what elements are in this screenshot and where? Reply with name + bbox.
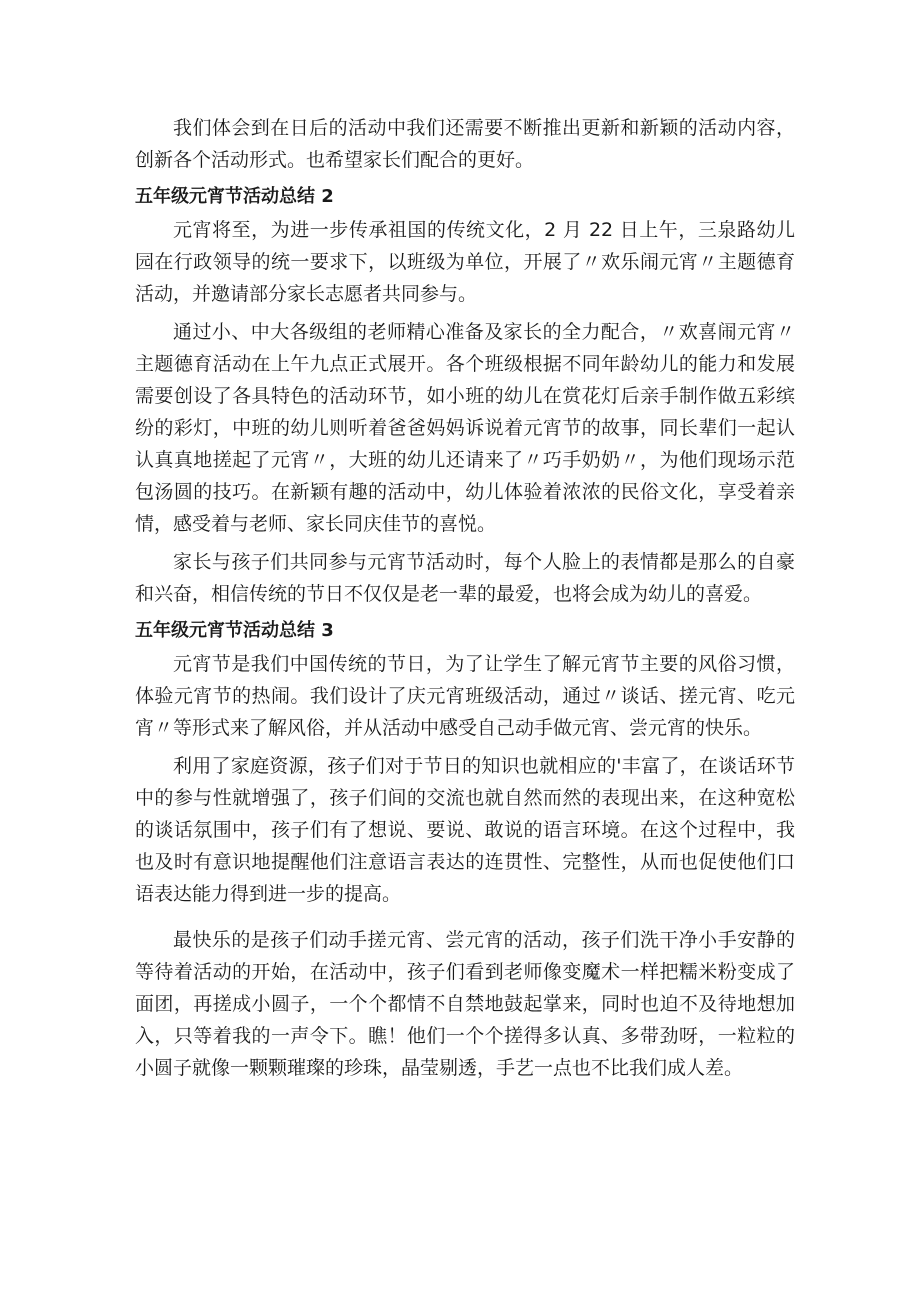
document-page xyxy=(135,112,795,1090)
section-3-paragraph-2: 利用了家庭资源，孩子们对于节日的知识也就相应的'丰富了，在谈话环节中的参与性就增强了，孩子们间的交流也就自然而然的表现出来，在这种宽松的谈话氛围中，孩子们有了想说、要说、敢说的语言环境。在这个过程中，我也及时有意识地提醒他们注意语言表达的连贯性、完整性，从而也促使他们口语表达能力得到进一步的提高。 xyxy=(135,755,795,905)
section-3-paragraph-3: 最快乐的是孩子们动手搓元宵、尝元宵的活动，孩子们洗干净小手安静的等待着活动的开始，在活动中，孩子们看到老师像变魔术一样把糯米粉变成了面团，再搓成小圆子，一个个都情不自禁地鼓起掌来，同时也迫不及待地想加入，只等着我的一声令下。瞧！他们一个个搓得多认真、多带劲呀，一粒粒的小圆子就像一颗颗璀璨的珍珠，晶莹剔透，手艺一点也不比我们成人差。 xyxy=(135,929,795,1079)
section-2-paragraph-3: 家长与孩子们共同参与元宵节活动时，每个人脸上的表情都是那么的自豪和兴奋，相信传统的节日不仅仅是老一辈的最爱，也将会成为幼儿的喜爱。 xyxy=(135,551,795,605)
section-2-paragraph-2: 通过小、中大各级组的老师精心准备及家长的全力配合，〃欢喜闹元宵〃主题德育活动在上午九点正式展开。各个班级根据不同年龄幼儿的能力和发展需要创设了各具特色的活动环节，如小班的幼儿在赏花灯后亲手制作做五彩缤纷的彩灯，中班的幼儿则听着爸爸妈妈诉说着元宵节的故事，同长辈们一起认认真真地搓起了元宵〃，大班的幼儿还请来了〃巧手奶奶〃，为他们现场示范包汤圆的技巧。在新颖有趣的活动中，幼儿体验着浓浓的民俗文化，享受着亲情，感受着与老师、家长同庆佳节的喜悦。 xyxy=(135,321,795,535)
section-3-paragraph-1: 元宵节是我们中国传统的节日，为了让学生了解元宵节主要的风俗习惯，体验元宵节的热闹。我们设计了庆元宵班级活动，通过〃谈话、搓元宵、吃元宵〃等形式来了解风俗，并从活动中感受自己动手做元宵、尝元宵的快乐。 xyxy=(135,653,795,739)
section-heading-2: 五年级元宵节活动总结 2 xyxy=(135,186,334,207)
intro-paragraph: 我们体会到在日后的活动中我们还需要不断推出更新和新颖的活动内容，创新各个活动形式。也希望家长们配合的更好。 xyxy=(135,117,795,171)
section-2-paragraph-1: 元宵将至，为进一步传承祖国的传统文化，2 月 22 日上午，三泉路幼儿园在行政领导的统一要求下，以班级为单位，开展了〃欢乐闹元宵〃主题德育活动，并邀请部分家长志愿者共同参与。 xyxy=(135,219,795,305)
section-heading-3: 五年级元宵节活动总结 3 xyxy=(135,620,334,641)
